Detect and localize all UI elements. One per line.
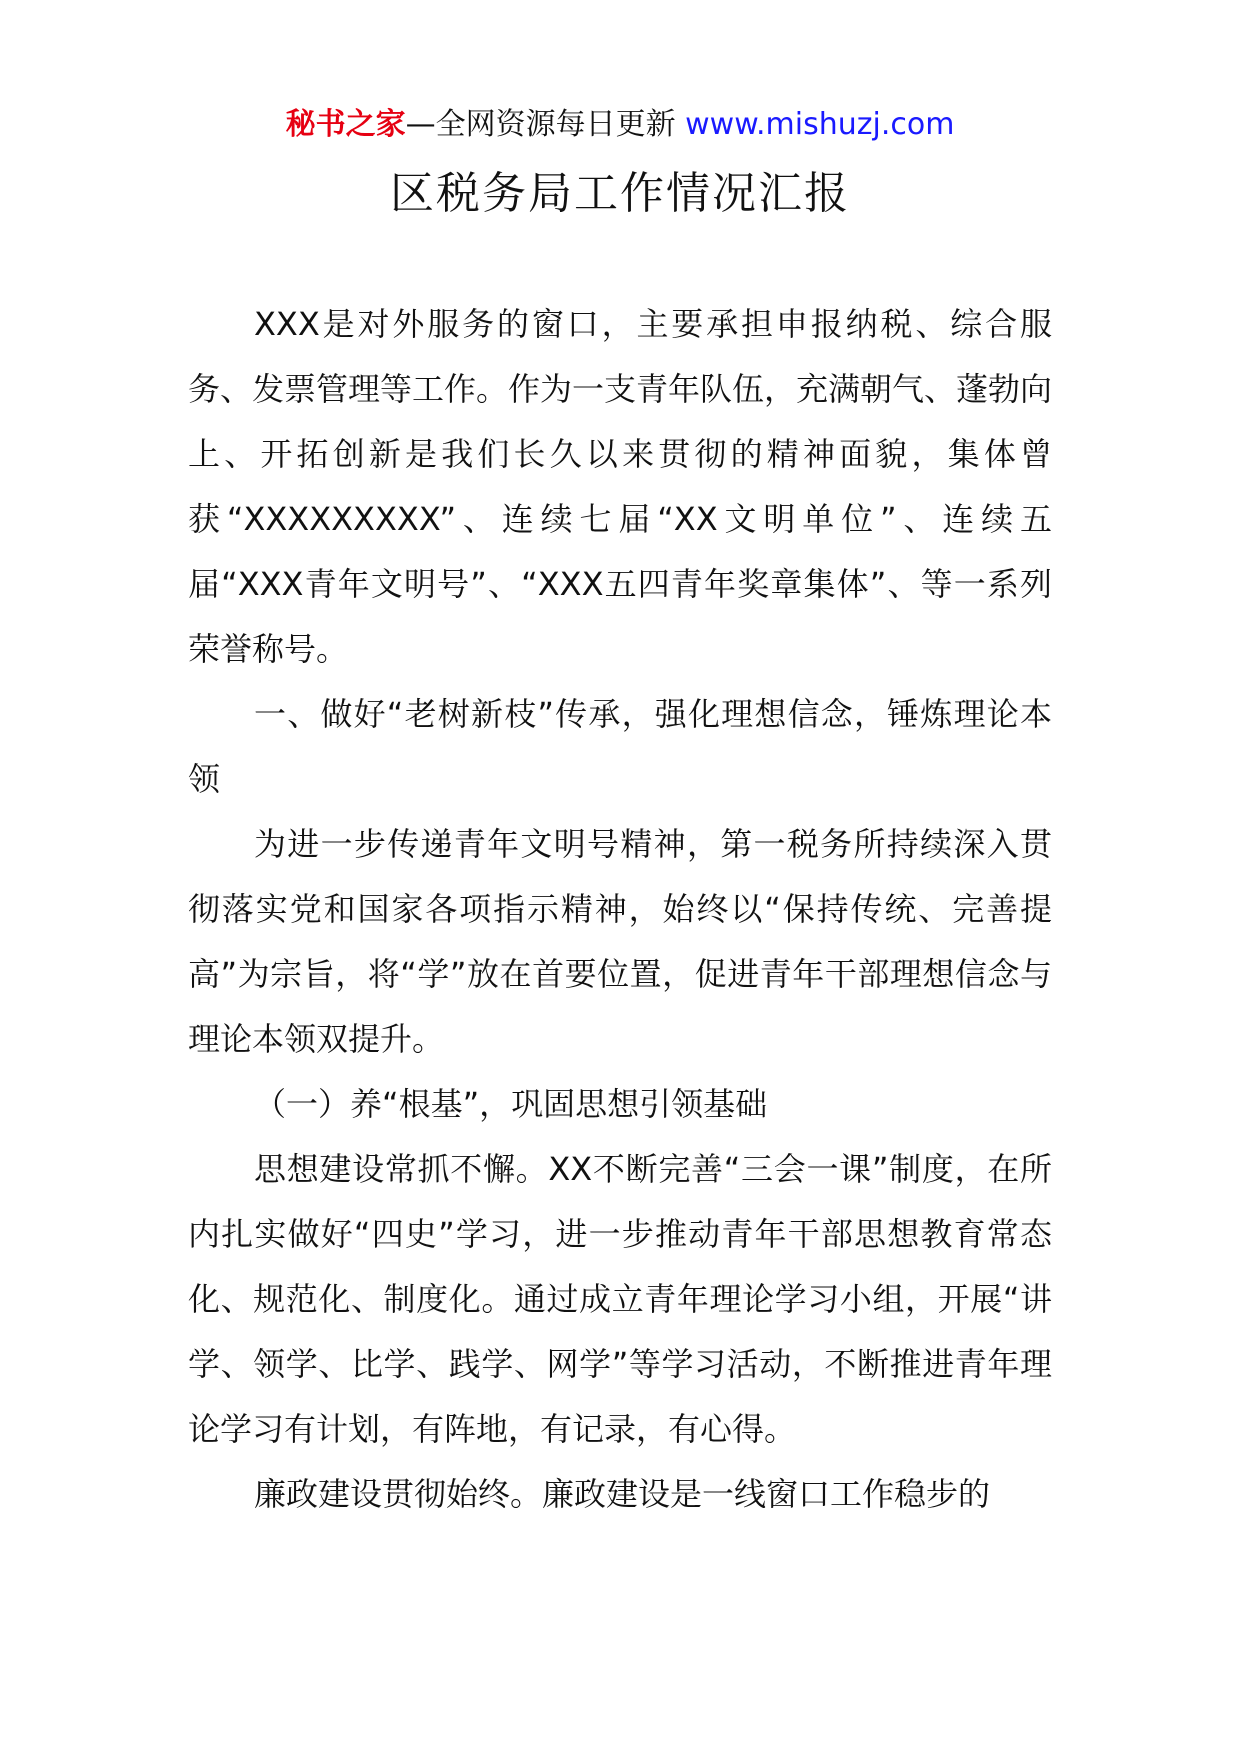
site-url[interactable]: www.mishuzj.com bbox=[685, 107, 955, 142]
subsection-1-paragraph: 思想建设常抓不懈。XX不断完善“三会一课”制度，在所内扎实做好“四史”学习，进一步推动青年干部思想教育常态化、规范化、制度化。通过成立青年理论学习小组，开展“讲学、领学、比学、践学、网学”等学习活动，不断推进青年理论学习有计划，有阵地，有记录，有心得。 bbox=[188, 1150, 1052, 1448]
document-body bbox=[188, 292, 1052, 1527]
intro-paragraph: XXX是对外服务的窗口，主要承担申报纳税、综合服务、发票管理等工作。作为一支青年队伍，充满朝气、蓬勃向上、开拓创新是我们长久以来贯彻的精神面貌，集体曾获“XXXXXXXXX”、连续七届“XX文明单位”、连续五届“XXX青年文明号”、“XXX五四青年奖章集体”、等一系列荣誉称号。 bbox=[188, 305, 1053, 668]
brand-name: 秘书之家 bbox=[285, 107, 406, 142]
site-header bbox=[0, 100, 1240, 150]
section-heading-1: 一、做好“老树新枝”传承，强化理想信念，锤炼理论本领 bbox=[188, 695, 1052, 798]
integrity-paragraph: 廉政建设贯彻始终。廉政建设是一线窗口工作稳步的 bbox=[254, 1475, 991, 1513]
document-title: 区税务局工作情况汇报 bbox=[390, 168, 850, 219]
subsection-heading-1: （一）养“根基”，巩固思想引领基础 bbox=[254, 1085, 768, 1123]
header-tagline: —全网资源每日更新 bbox=[405, 107, 686, 142]
section-1-paragraph: 为进一步传递青年文明号精神，第一税务所持续深入贯彻落实党和国家各项指示精神，始终以“保持传统、完善提高”为宗旨，将“学”放在首要位置，促进青年干部理想信念与理论本领双提升。 bbox=[188, 825, 1052, 1058]
